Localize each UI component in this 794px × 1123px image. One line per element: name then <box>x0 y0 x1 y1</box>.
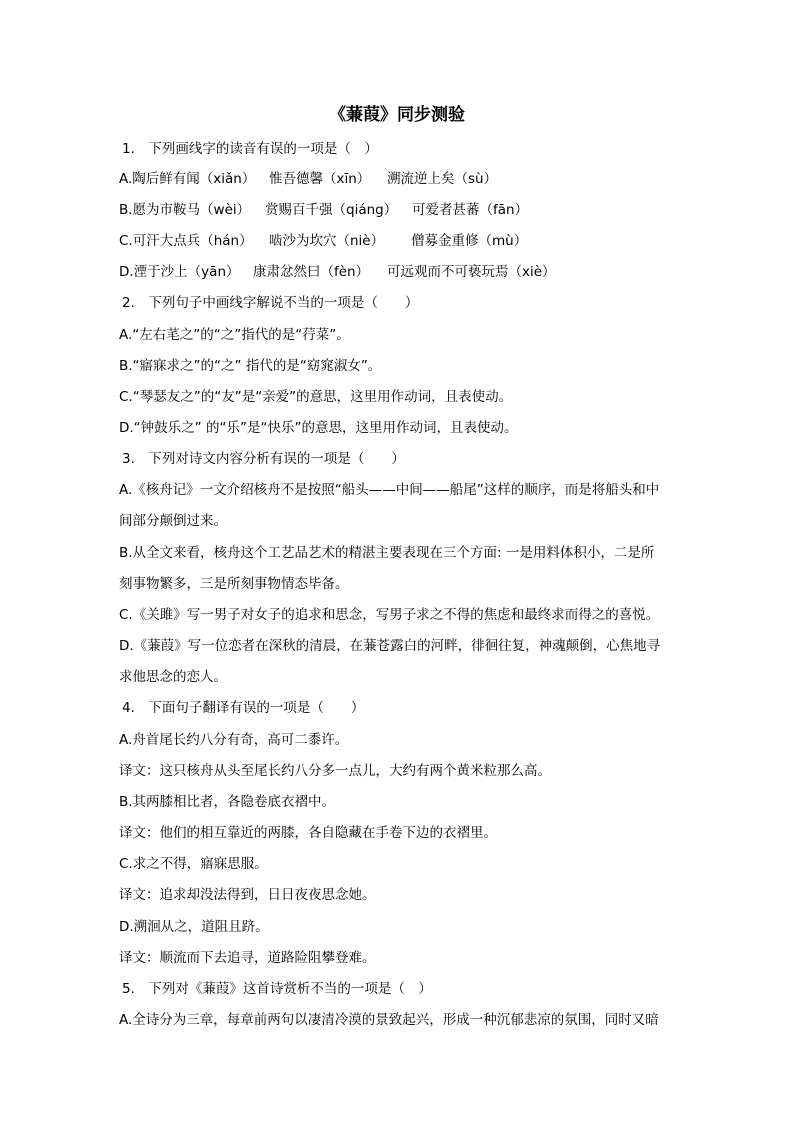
option-a-item-2: 惟吾德馨（xīn） <box>269 171 371 187</box>
question-3-option-a-line-2: 间部分颠倒过来。 <box>119 513 227 529</box>
option-d-item-2: 康肃忿然曰（fèn） <box>253 264 370 280</box>
question-4-option-d-translation: 译文：顺流而下去追寻，道路险阻攀登难。 <box>119 950 376 966</box>
question-4-option-c: C.求之不得，寤寐思服。 <box>119 856 268 872</box>
question-3-option-b-line-1: B.从全文来看，核舟这个工艺品艺术的精湛主要表现在三个方面: 一是用料体积小，二是所 <box>119 545 655 561</box>
question-5-option-a-line-1: A.全诗分为三章，每章前两句以凄清冷漠的景致起兴，形成一种沉郁悲凉的氛围，同时又暗 <box>119 1012 659 1028</box>
question-4-option-a-translation: 译文：这只核舟从头至尾长约八分多一点儿，大约有两个黄米粒那么高。 <box>119 763 551 779</box>
option-d-item-3: 可远观而不可亵玩焉（xiè） <box>387 264 556 280</box>
question-1-option-d <box>119 260 556 280</box>
question-1-option-b <box>119 198 528 218</box>
option-b-item-1: B.愿为市鞍马（wèi） <box>119 202 251 218</box>
option-a-item-1: A.陶后鲜有闻（xiǎn） <box>119 171 256 187</box>
question-3-option-d-line-2: 求他思念的恋人。 <box>119 669 227 685</box>
option-b-item-3: 可爱者甚蕃（fān） <box>412 202 529 218</box>
question-4-option-d: D.溯洄从之，道阻且跻。 <box>119 919 269 935</box>
question-2-option-a: A.“左右芼之”的“之”指代的是“荇菜”。 <box>119 327 350 343</box>
question-4-stem: 4. 下面句子翻译有误的一项是（ ） <box>122 700 365 716</box>
option-c-item-1: C.可汗大点兵（hán） <box>119 233 253 249</box>
question-3-stem: 3. 下列对诗文内容分析有误的一项是（ ） <box>122 451 405 467</box>
option-c-item-3: 僧募金重修（mù） <box>411 233 528 249</box>
question-1-stem: 1. 下列画线字的读音有误的一项是（ ） <box>122 141 378 157</box>
question-3-option-b-line-2: 刻事物繁多，三是所刻事物情态毕备。 <box>119 576 349 592</box>
question-4-option-c-translation: 译文：追求却没法得到，日日夜夜思念她。 <box>119 887 376 903</box>
question-3-option-d-line-1: D.《蒹葭》写一位恋者在深秋的清晨，在蒹苍露白的河畔，徘徊往复，神魂颠倒，心焦地寻 <box>119 638 661 654</box>
question-3-option-c: C.《关雎》写一男子对女子的追求和思念，写男子求之不得的焦虑和最终求而得之的喜悦。 <box>119 607 660 623</box>
option-b-item-2: 赏赐百千强（qiáng） <box>265 202 398 218</box>
question-5-stem: 5. 下列对《蒹葭》这首诗赏析不当的一项是（ ） <box>122 981 432 997</box>
option-a-item-3: 溯流逆上矣（sù） <box>387 171 498 187</box>
question-4-option-b-translation: 译文：他们的相互靠近的两膝，各自隐藏在手卷下边的衣褶里。 <box>119 825 497 841</box>
question-3-option-a-line-1: A.《核舟记》一文介绍核舟不是按照“船头——中间——船尾”这样的顺序，而是将船头和中 <box>119 482 660 498</box>
question-2-option-d: D.“钟鼓乐之” 的“乐”是“快乐”的意思，这里用作动词，且表使动。 <box>119 420 518 436</box>
question-4-option-b: B.其两膝相比者，各隐卷底衣褶中。 <box>119 794 336 810</box>
option-c-item-2: 啮沙为坎穴（niè） <box>269 233 385 249</box>
question-2-option-b: B.“寤寐求之”的“之” 指代的是“窈窕淑女”。 <box>119 358 382 374</box>
question-2-option-c: C.“琴瑟友之”的“友”是“亲爱”的意思，这里用作动词，且表使动。 <box>119 389 513 405</box>
question-4-option-a: A.舟首尾长约八分有奇，高可二黍许。 <box>119 732 349 748</box>
question-1-option-c <box>119 229 527 249</box>
question-2-stem: 2. 下列句子中画线字解说不当的一项是（ ） <box>122 295 419 311</box>
option-d-item-1: D.湮于沙上（yān） <box>119 264 240 280</box>
question-1-option-a <box>119 167 497 187</box>
page-title: 《蒹葭》同步测验 <box>329 105 465 125</box>
